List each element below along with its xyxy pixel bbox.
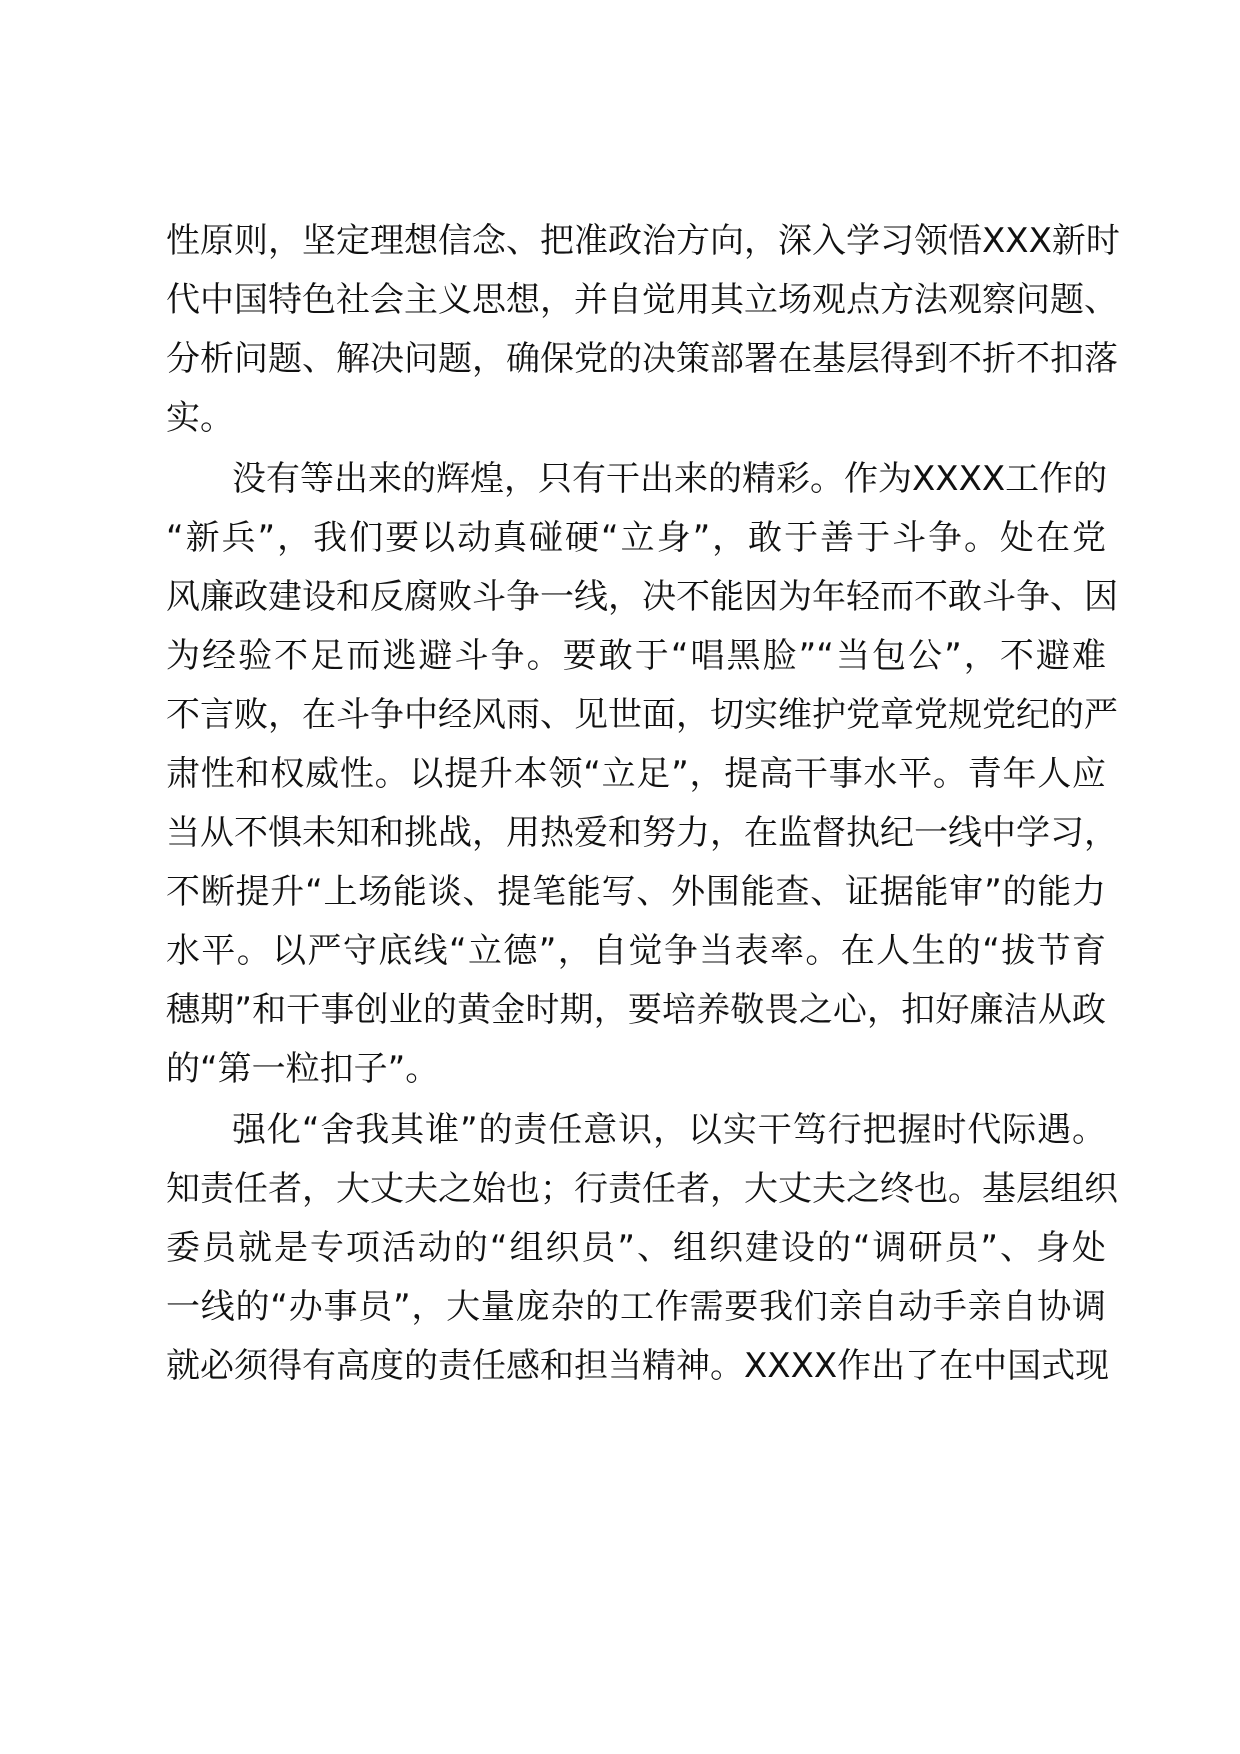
text-line: 当从不惧未知和挑战，用热爱和努力，在监督执纪一线中学习， <box>166 813 1118 853</box>
text-line: 为经验不足而逃避斗争。要敢于“唱黑脸”“当包公”，不避难 <box>166 636 1106 676</box>
text-line: 一线的“办事员”，大量庞杂的工作需要我们亲自动手亲自协调 <box>166 1287 1106 1327</box>
text-line: 风廉政建设和反腐败斗争一线，决不能因为年轻而不敢斗争、因 <box>166 577 1118 617</box>
text-line: 性原则，坚定理想信念、把准政治方向，深入学习领悟XXX新时 <box>166 221 1120 261</box>
text-line: 不言败，在斗争中经风雨、见世面，切实维护党章党规党纪的严 <box>166 695 1118 735</box>
text-line: 强化“舍我其谁”的责任意识，以实干笃行把握时代际遇。 <box>232 1110 1106 1150</box>
text-line: “新兵”，我们要以动真碰硬“立身”，敢于善于斗争。处在党 <box>166 518 1106 558</box>
text-line: 就必须得有高度的责任感和担当精神。XXXX作出了在中国式现 <box>166 1346 1110 1386</box>
text-line: 肃性和权威性。以提升本领“立足”，提高干事水平。青年人应 <box>166 754 1106 794</box>
text-line: 知责任者，大丈夫之始也；行责任者，大丈夫之终也。基层组织 <box>166 1169 1118 1209</box>
text-line: 实。 <box>166 398 234 438</box>
text-line: 没有等出来的辉煌，只有干出来的精彩。作为XXXX工作的 <box>232 459 1108 499</box>
text-line: 代中国特色社会主义思想，并自觉用其立场观点方法观察问题、 <box>166 280 1118 320</box>
text-line: 水平。以严守底线“立德”，自觉争当表率。在人生的“拔节育 <box>166 931 1106 971</box>
text-line: 的“第一粒扣子”。 <box>166 1049 440 1089</box>
text-line: 分析问题、解决问题，确保党的决策部署在基层得到不折不扣落 <box>166 339 1118 379</box>
text-line: 委员就是专项活动的“组织员”、组织建设的“调研员”、身处 <box>166 1228 1106 1268</box>
text-line: 不断提升“上场能谈、提笔能写、外围能查、证据能审”的能力 <box>166 872 1106 912</box>
text-line: 穗期”和干事创业的黄金时期，要培养敬畏之心，扣好廉洁从政 <box>166 990 1106 1030</box>
